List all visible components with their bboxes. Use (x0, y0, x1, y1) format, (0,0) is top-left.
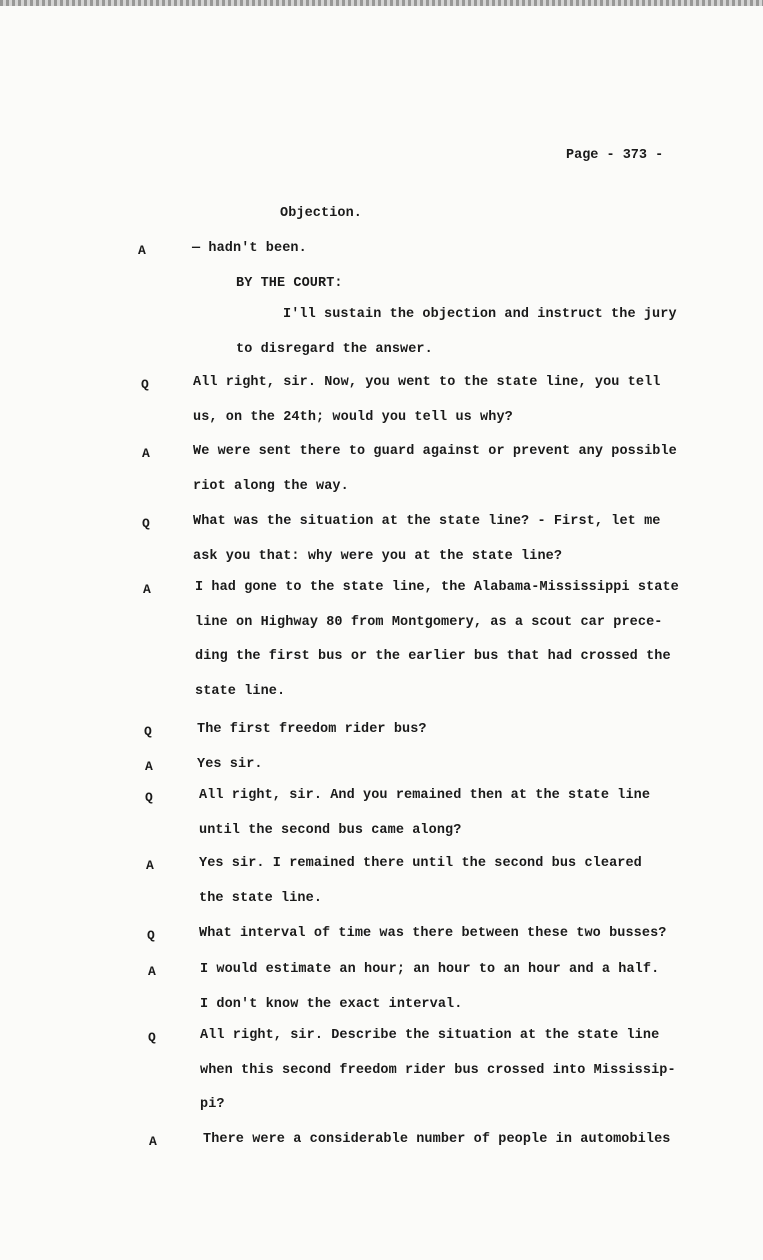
speaker-marker: A (143, 582, 151, 597)
speaker-marker: Q (147, 928, 155, 943)
transcript-line: What was the situation at the state line? - First, let me (193, 514, 661, 529)
transcript-line: line on Highway 80 from Montgomery, as a scout car prece- (195, 614, 663, 630)
speaker-marker: Q (144, 724, 152, 739)
speaker-marker: Q (148, 1030, 156, 1045)
speaker-marker: A (138, 243, 146, 258)
transcript-line: I don't know the exact interval. (200, 996, 463, 1012)
speaker-marker: A (142, 446, 150, 461)
transcript-line: — hadn't been. (192, 241, 307, 256)
transcript-line: All right, sir. Now, you went to the state line, you tell (193, 375, 661, 390)
transcript-line: ding the first bus or the earlier bus that had crossed the (195, 649, 671, 664)
speaker-marker: A (145, 759, 153, 774)
transcript-line: All right, sir. And you remained then at the state line (199, 788, 651, 803)
transcript-line: What interval of time was there between these two busses? (199, 926, 667, 941)
transcript-line: state line. (195, 683, 286, 699)
speaker-marker: A (148, 964, 156, 979)
transcript-line: I'll sustain the objection and instruct the jury (283, 307, 677, 322)
speaker-marker: Q (142, 516, 150, 531)
transcript-line: the state line. (199, 890, 323, 906)
transcript-line: pi? (200, 1097, 225, 1112)
transcript-line: I had gone to the state line, the Alabama-Mississippi state (195, 580, 679, 595)
speaker-marker: Q (141, 377, 149, 392)
speaker-marker: Q (145, 790, 153, 805)
transcript-line: when this second freedom rider bus crossed into Mississip- (200, 1062, 676, 1078)
page-number: Page - 373 - (566, 148, 664, 163)
transcript-line: ask you that: why were you at the state line? (193, 548, 563, 564)
transcript-line: All right, sir. Describe the situation at the state line (200, 1028, 660, 1043)
transcript-line: Yes sir. (197, 757, 263, 772)
transcript-line: us, on the 24th; would you tell us why? (193, 409, 513, 425)
transcript-line: to disregard the answer. (236, 342, 433, 357)
transcript-line: There were a considerable number of people in automobiles (203, 1132, 671, 1147)
transcript-line: Yes sir. I remained there until the second bus cleared (199, 856, 642, 871)
speaker-marker: A (149, 1134, 157, 1149)
transcript-line: The first freedom rider bus? (197, 722, 427, 737)
transcript-line: I would estimate an hour; an hour to an hour and a half. (200, 962, 660, 977)
transcript-line: until the second bus came along? (199, 822, 462, 838)
transcript-line: BY THE COURT: (236, 276, 343, 291)
transcript-line: Objection. (280, 206, 363, 221)
transcript-line: We were sent there to guard against or prevent any possible (193, 444, 677, 459)
page-top-edge (0, 0, 763, 6)
transcript-line: riot along the way. (193, 478, 349, 494)
speaker-marker: A (146, 858, 154, 873)
